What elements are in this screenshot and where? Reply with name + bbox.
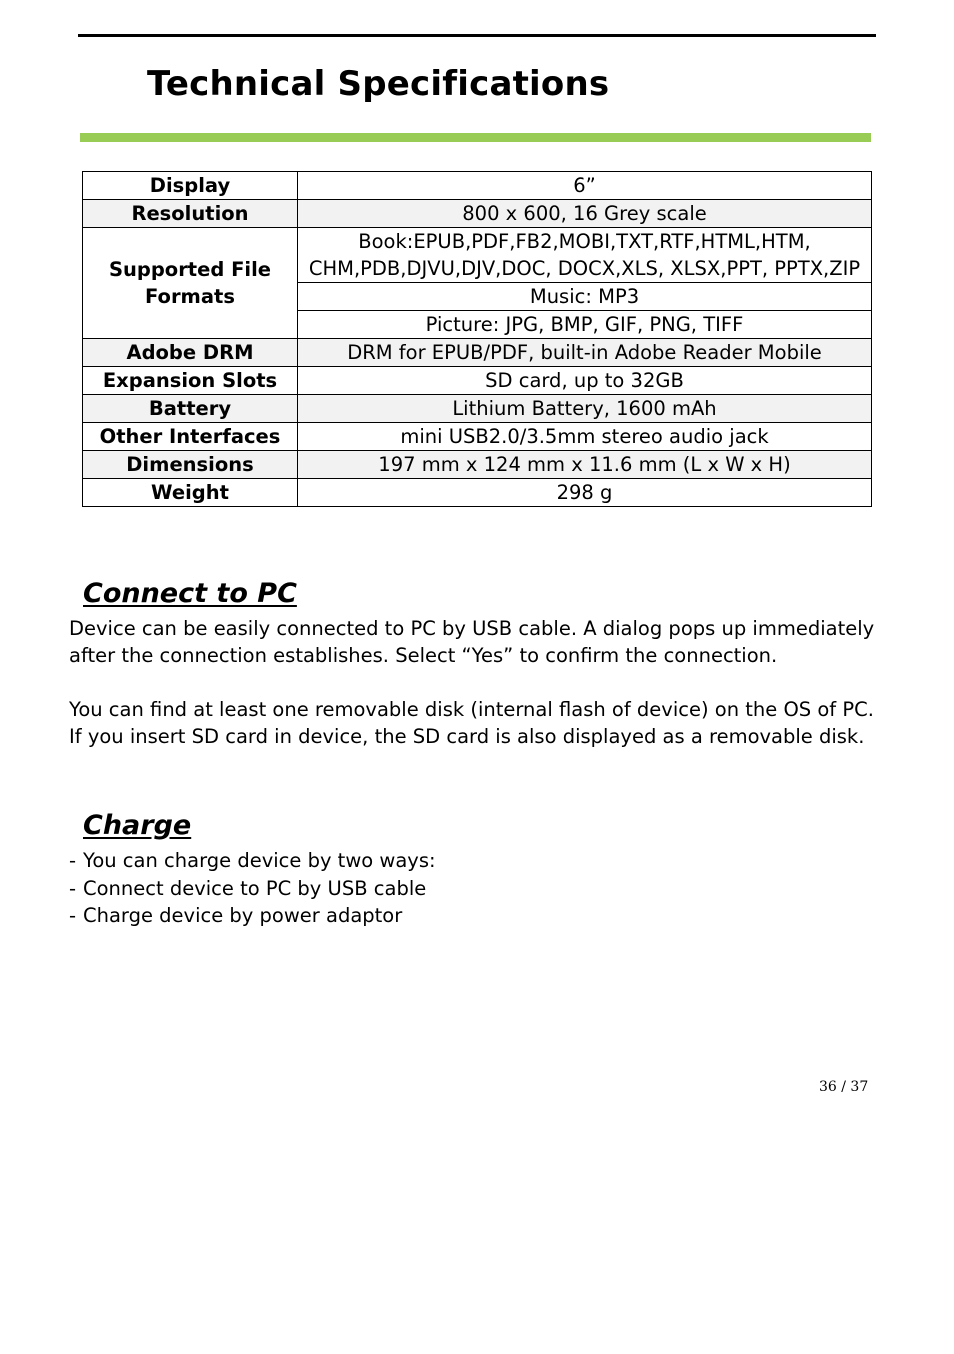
list-item-text: Charge device by power adaptor [83, 904, 403, 927]
table-row [83, 339, 872, 367]
table-row [83, 479, 872, 507]
list-item [69, 875, 436, 903]
list-item-text: Connect device to PC by USB cable [83, 876, 427, 900]
spec-value-music: Music: MP3 [298, 283, 872, 311]
charge-list [69, 847, 436, 930]
spec-label: Resolution [83, 200, 298, 228]
spec-label: Display [83, 172, 298, 200]
accent-bar [80, 133, 871, 142]
spec-label: Other Interfaces [83, 423, 298, 451]
spec-value: 197 mm x 124 mm x 11.6 mm (L x W x H) [298, 451, 872, 479]
connect-paragraph-1: Device can be easily connected to PC by USB cable. A dialog pops up immediately after the connection establishes. Select “Yes” to confirm the connection. [69, 617, 875, 667]
spec-value: Lithium Battery, 1600 mAh [298, 395, 872, 423]
spec-value: 298 g [298, 479, 872, 507]
spec-label: Expansion Slots [83, 367, 298, 395]
dash-bullet: - [69, 876, 77, 900]
spec-label: Supported File Formats [83, 228, 298, 339]
spec-value-picture: Picture: JPG, BMP, GIF, PNG, TIFF [298, 311, 872, 339]
spec-value: mini USB2.0/3.5mm stereo audio jack [298, 423, 872, 451]
table-row [83, 200, 872, 228]
table-row [83, 423, 872, 451]
table-row [83, 228, 872, 283]
top-rule [78, 34, 876, 37]
spec-label: Weight [83, 479, 298, 507]
spec-label: Battery [83, 395, 298, 423]
table-row [83, 451, 872, 479]
specs-table [82, 171, 872, 507]
spec-value: 800 x 600, 16 Grey scale [298, 200, 872, 228]
spec-value: 6” [298, 172, 872, 200]
spec-label: Dimensions [83, 451, 298, 479]
dash-bullet: - [69, 849, 77, 872]
dash-bullet: - [69, 904, 77, 927]
page-title: Technical Specifications [147, 64, 610, 104]
list-item [69, 847, 436, 875]
spec-value: DRM for EPUB/PDF, built-in Adobe Reader Mobile [298, 339, 872, 367]
connect-paragraph-2: You can find at least one removable disk (internal flash of device) on the OS of PC. If you insert SD card in device, the SD card is also displayed as a removable disk. [69, 698, 874, 748]
spec-value-book: Book:EPUB,PDF,FB2,MOBI,TXT,RTF,HTML,HTM, CHM,PDB,DJVU,DJV,DOC, DOCX,XLS, XLSX,PPT, PPTX,ZIP [298, 228, 872, 283]
page-number: 36 / 37 [819, 1079, 869, 1095]
spec-value: SD card, up to 32GB [298, 367, 872, 395]
connect-heading: Connect to PC [83, 578, 297, 609]
spec-label: Adobe DRM [83, 339, 298, 367]
table-row [83, 395, 872, 423]
table-row [83, 172, 872, 200]
list-item [69, 902, 436, 930]
list-item-text: You can charge device by two ways: [83, 849, 436, 872]
table-row [83, 367, 872, 395]
charge-heading: Charge [83, 810, 192, 841]
